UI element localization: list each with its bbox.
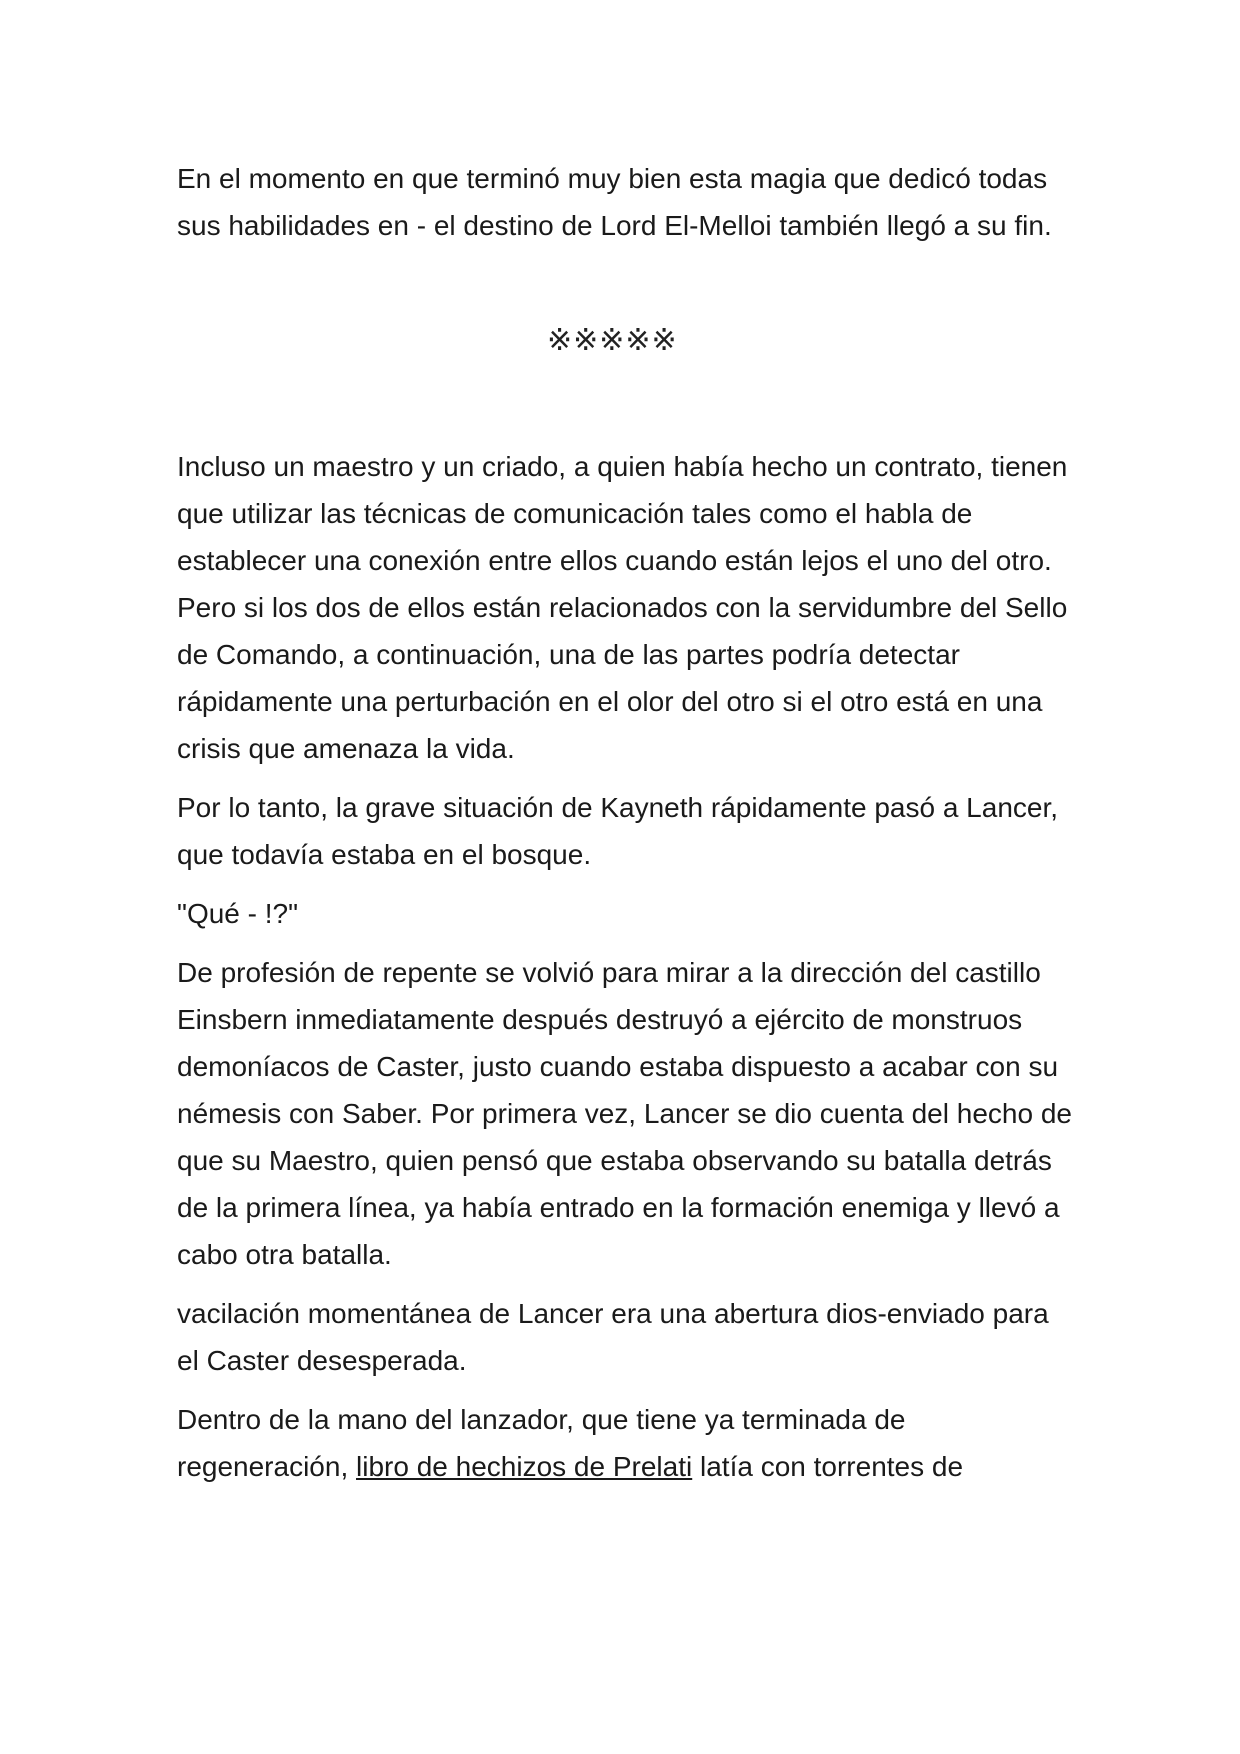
paragraph-2: Incluso un maestro y un criado, a quien había hecho un contrato, tienen que utilizar las técnicas de comunicación tales como el habla de establecer una conexión entre ellos cuando están lejos el uno del otro. Pero si los dos de ellos están relacionados con la servidumbre del Sello de Comando, a continuación, una de las partes podría detectar rápidamente una perturbación en el olor del otro si el otro está en una crisis que amenaza la vida. [177,451,1068,764]
paragraph-6: vacilación momentánea de Lancer era una abertura dios-enviado para el Caster desesperada. [177,1298,1049,1376]
paragraph-3: Por lo tanto, la grave situación de Kayneth rápidamente pasó a Lancer, que todavía estaba en el bosque. [177,792,1059,870]
paragraph-7-start: Dentro de la mano del lanzador, que tiene ya terminada de regeneración, [177,1404,906,1482]
scene-separator: ※※※※※ [547,323,678,358]
spellbook-link[interactable]: libro de hechizos de Prelati [356,1451,693,1482]
paragraph-5: De profesión de repente se volvió para mirar a la dirección del castillo Einsbern inmediatamente después destruyó a ejército de monstruos demoníacos de Caster, justo cuando estaba dispuesto a acabar con su némesis con Saber. Por primera vez, Lancer se dio cuenta del hecho de que su Maestro, quien pensó que estaba observando su batalla detrás de la primera línea, ya había entrado en la formación enemiga y llevó a cabo otra batalla. [177,957,1072,1270]
paragraph-4-dialogue: "Qué - !?" [177,898,299,929]
paragraph-1: En el momento en que terminó muy bien esta magia que dedicó todas sus habilidades en - el destino de Lord El-Melloi también llegó a su fin. [177,163,1052,241]
text-column [177,155,1077,1502]
paragraph-7-end: latía con torrentes de [692,1451,964,1482]
paragraph-7 [177,1396,1077,1490]
